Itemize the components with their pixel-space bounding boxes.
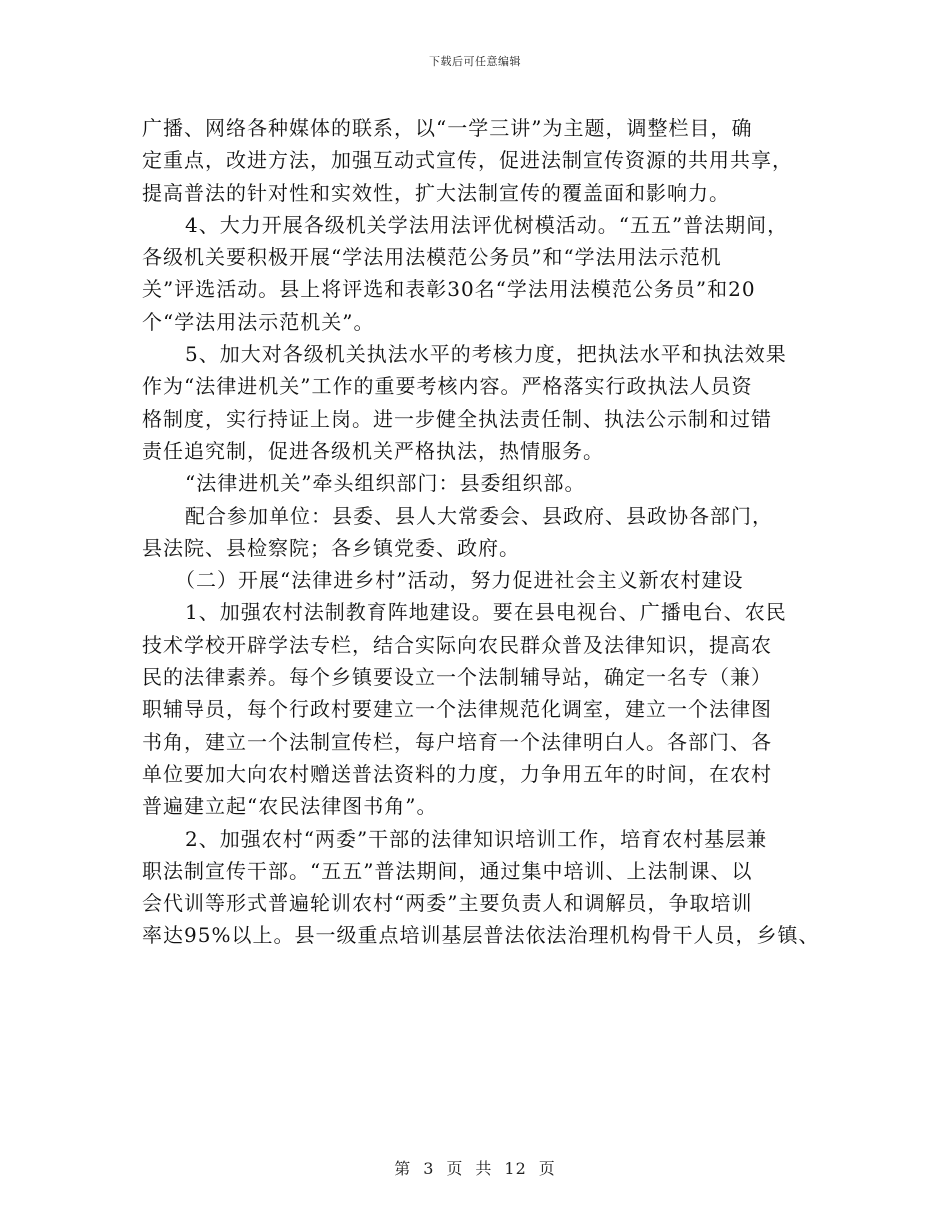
text-line: 关”评选活动。县上将评选和表彰30名“学法用法模范公务员”和20: [142, 277, 756, 302]
text-line: 定重点，改进方法，加强互动式宣传，促进法制宣传资源的共用共享，: [142, 148, 793, 173]
page-label: 第: [394, 1159, 412, 1178]
text-line: 各级机关要积极开展“学法用法模范公务员”和“学法用法示范机: [142, 245, 722, 270]
text-line: “法律进机关”牵头组织部门：县委组织部。: [185, 471, 586, 496]
document-body: [142, 112, 832, 952]
page-total: 12: [504, 1159, 527, 1178]
page-label: 共: [475, 1159, 493, 1178]
text-line: 单位要加大向农村赠送普法资料的力度，力争用五年的时间，在农村: [142, 761, 772, 786]
text-line: 技术学校开辟学法专栏，结合实际向农民群众普及法律知识，提高农: [142, 632, 772, 657]
text-line: 提高普法的针对性和实效性，扩大法制宣传的覆盖面和影响力。: [142, 180, 730, 205]
page-number-footer: [0, 1156, 950, 1179]
text-line: 职辅导员，每个行政村要建立一个法律规范化调室，建立一个法律图: [142, 697, 772, 722]
page-header-note: 下载后可任意编辑: [429, 55, 521, 68]
page-current: 3: [423, 1159, 435, 1178]
text-line: 会代训等形式普遍轮训农村“两委”主要负责人和调解员，争取培训: [142, 891, 753, 916]
text-line: 责任追究制，促进各级机关严格执法，热情服务。: [142, 438, 604, 463]
text-line: 县法院、县检察院；各乡镇党委、政府。: [142, 535, 520, 560]
text-line: 配合参加单位：县委、县人大常委会、县政府、县政协各部门，: [185, 503, 773, 528]
text-line: 书角，建立一个法制宣传栏，每户培育一个法律明白人。各部门、各: [142, 729, 772, 754]
text-line: 格制度，实行持证上岗。进一步健全执法责任制、执法公示制和过错: [142, 406, 772, 431]
text-line: 个“学法用法示范机关”。: [142, 309, 375, 334]
page-label: 页: [538, 1159, 556, 1178]
text-line: 民的法律素养。每个乡镇要设立一个法制辅导站，确定一名专（兼）: [142, 665, 772, 690]
section-heading: （二）开展“法律进乡村”活动，努力促进社会主义新农村建设: [175, 568, 744, 593]
text-line: 作为“法律进机关”工作的重要考核内容。严格落实行政执法人员资: [142, 374, 753, 399]
text-line: 2、加强农村“两委”干部的法律知识培训工作，培育农村基层兼: [185, 826, 768, 851]
text-line: 职法制宣传干部。“五五”普法期间，通过集中培训、上法制课、以: [142, 858, 753, 883]
text-line: 率达95%以上。县一级重点培训基层普法依法治理机构骨干人员，乡镇、: [142, 923, 820, 948]
text-line: 1、加强农村法制教育阵地建设。要在县电视台、广播电台、农民: [185, 600, 787, 625]
page-label: 页: [446, 1159, 464, 1178]
text-line: 4、大力开展各级机关学法用法评优树模活动。“五五”普法期间，: [185, 212, 789, 237]
text-line: 5、加大对各级机关执法水平的考核力度，把执法水平和执法效果: [185, 342, 787, 367]
text-line: 广播、网络各种媒体的联系，以“一学三讲”为主题，调整栏目，确: [142, 116, 753, 140]
text-line: 普遍建立起“农民法律图书角”。: [142, 794, 438, 819]
